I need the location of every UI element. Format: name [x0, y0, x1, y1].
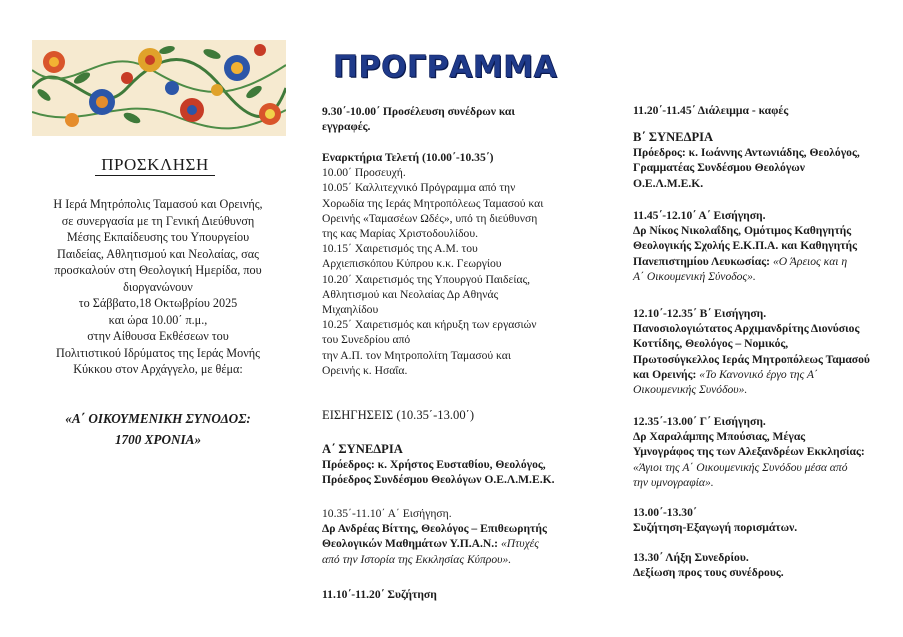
talk-b2-speaker: Κοττίδης, Θεολόγος – Νομικός,: [633, 337, 789, 351]
talk-b2-title: «Το Κανονικό έργο της Α΄: [699, 367, 818, 381]
talk-b3-speaker: Δρ Χαραλάμπης Μπούσιας, Μέγας: [633, 430, 806, 444]
session-a-chair: Πρόεδρος Συνδέσμου Θεολόγων Ο.Ε.Λ.Μ.Ε.Κ.: [322, 473, 555, 487]
invitation-line: στην Αίθουσα Εκθέσεων του: [87, 329, 229, 343]
talk-a-time: 10.35΄-11.10΄ Α΄ Εισήγηση.: [322, 507, 452, 520]
talk-b1-time: 11.45΄-12.10΄ Α΄ Εισήγηση.: [633, 209, 766, 222]
talk-b3-speaker: Υμνογράφος της των Αλεξανδρέων Εκκλησίας:: [633, 445, 865, 459]
opening-line: Αθλητισμού και Νεολαίας Δρ Αθηνάς: [322, 287, 499, 301]
session-b-block: [633, 130, 860, 191]
talk-a-block: [322, 506, 547, 567]
invitation-line: το Σάββατο,18 Οκτωβρίου 2025: [78, 296, 238, 310]
presentations-heading: [322, 408, 474, 423]
invitation-line: διοργανώνουν: [123, 279, 193, 294]
talk-b3-time: 12.35΄-13.00΄ Γ΄ Εισήγηση.: [633, 415, 766, 428]
opening-line: 10.15΄ Χαιρετισμός της Α.Μ. του: [322, 242, 478, 256]
talk-b1-speaker: Θεολογικής Σχολής Ε.Κ.Π.Α. και Καθηγητής: [633, 239, 857, 253]
opening-line: Εναρκτήρια Τελετή (10.00΄-10.35΄): [322, 151, 494, 164]
opening-line: 10.05΄ Καλλιτεχνικό Πρόγραμμα από την: [322, 181, 516, 195]
closing-line: Δεξίωση προς τους συνέδρους.: [633, 566, 784, 580]
invitation-line: και ώρα 10.00΄ π.μ.,: [108, 312, 208, 327]
opening-line: 10.20΄ Χαιρετισμός της Υπουργού Παιδείας,: [322, 272, 531, 286]
coffee-break-text: 11.20΄-11.45΄ Διάλειμμα - καφές: [633, 104, 789, 117]
opening-line: του Συνεδρίου από: [322, 333, 411, 347]
talk-b2-block: [633, 306, 870, 397]
opening-line: 10.25΄ Χαιρετισμός και κήρυξη των εργασιών: [322, 318, 537, 332]
opening-line: της κας Μαρίας Χριστοδουλίδου.: [322, 227, 478, 241]
presentations-heading-text: ΕΙΣΗΓΗΣΕΙΣ (10.35΄-13.00΄): [322, 408, 475, 422]
coffee-break: [633, 103, 788, 118]
theme-line: «Α΄ ΟΙΚΟΥΜΕΝΙΚΗ ΣΥΝΟΔΟΣ:: [65, 411, 251, 426]
session-b-chair: Ο.Ε.Λ.Μ.Ε.Κ.: [633, 176, 704, 190]
talk-b2-title: Οικουμενικής Συνόδου».: [633, 383, 748, 397]
talk-a-title: από την Ιστορία της Εκκλησίας Κύπρου».: [322, 552, 512, 566]
closing-block: [633, 550, 784, 580]
talk-b2-speaker: Πανοσιολογιώτατος Αρχιμανδρίτης Διονύσιος: [633, 322, 860, 336]
opening-line: Αρχιεπισκόπου Κύπρου κ.κ. Γεωργίου: [322, 257, 502, 271]
talk-b3-title: «Άγιοι της Α΄ Οικουμενικής Συνόδου μέσα από: [633, 460, 848, 474]
session-b-chair: Γραμματέας Συνδέσμου Θεολόγων: [633, 161, 805, 175]
opening-line: Ορεινής κ. Ησαΐα.: [322, 363, 408, 377]
talk-b1-speaker: Δρ Νίκος Νικολαΐδης, Ομότιμος Καθηγητής: [633, 224, 852, 238]
discussion-1: [322, 587, 437, 602]
discussion-2-block: [633, 505, 797, 535]
opening-line: 10.00΄ Προσευχή.: [322, 166, 406, 180]
opening-line: Ορεινής «Ταμασέων Ωδές», υπό τη διεύθυνση: [322, 211, 538, 225]
discussion-2-time: 13.00΄-13.30΄: [633, 506, 697, 519]
discussion-2-text: Συζήτηση-Εξαγωγή πορισμάτων.: [633, 521, 798, 535]
arrival-block: [322, 104, 515, 134]
session-b-chair: Πρόεδρος: κ. Ιωάννης Αντωνιάδης, Θεολόγος,: [633, 146, 860, 160]
closing-line: 13.30΄ Λήξη Συνεδρίου.: [633, 551, 749, 564]
talk-b1-title: «Ο Άρειος και η: [772, 254, 848, 268]
invitation-line: Μέσης Εκπαίδευσης του Υπουργείου: [66, 230, 250, 244]
talk-a-speaker: Δρ Ανδρέας Βίττης, Θεολόγος – Επιθεωρητής: [322, 522, 547, 536]
opening-line: την Α.Π. τον Μητροπολίτη Ταμασού και: [322, 348, 511, 362]
conference-theme: [8, 408, 308, 450]
invitation-line: σε συνεργασία με τη Γενική Διεύθυνση: [61, 213, 255, 228]
talk-b3-block: [633, 414, 865, 490]
arrival-line: 9.30΄-10.00΄ Προσέλευση συνέδρων και: [322, 105, 515, 118]
program-title: ΠΡΟΓΡΑΜΜΑ: [333, 50, 558, 85]
session-b-heading: Β΄ ΣΥΝΕΔΡΙΑ: [633, 130, 714, 144]
invitation-line: Πολιτιστικού Ιδρύματος της Ιεράς Μονής: [56, 345, 260, 360]
discussion-1-text: 11.10΄-11.20΄ Συζήτηση: [322, 588, 437, 601]
talk-b3-title: την υμνογραφία».: [633, 475, 714, 489]
invitation-line: Η Ιερά Μητρόπολις Ταμασού και Ορεινής,: [53, 197, 263, 211]
talk-a-title: «Πτυχές: [500, 537, 539, 551]
invitation-line: Κύκκου στον Αρχάγγελο, με θέμα:: [73, 362, 243, 376]
talk-b1-block: [633, 208, 857, 284]
invitation-line: Παιδείας, Αθλητισμού και Νεολαίας, σας: [57, 246, 259, 261]
session-a-heading: Α΄ ΣΥΝΕΔΡΙΑ: [322, 442, 403, 456]
talk-b2-time: 12.10΄-12.35΄ Β΄ Εισήγηση.: [633, 307, 767, 320]
opening-line: Μιχαηλίδου: [322, 303, 379, 317]
session-a-chair: Πρόεδρος: κ. Χρήστος Ευσταθίου, Θεολόγος,: [322, 458, 546, 472]
invitation-title: ΠΡΟΣΚΛΗΣΗ: [0, 155, 310, 175]
talk-b1-title: Α΄ Οικουμενική Σύνοδος».: [633, 269, 756, 283]
talk-b2-speaker: και Ορεινής:: [633, 367, 697, 381]
opening-line: Χορωδία της Ιεράς Μητροπόλεως Ταμασού και: [322, 196, 544, 210]
talk-a-speaker: Θεολογικών Μαθημάτων Υ.Π.Α.Ν.:: [322, 537, 499, 551]
talk-b2-speaker: Πρωτοσύγκελλος Ιεράς Μητροπόλεως Ταμασού: [633, 352, 870, 366]
invitation-body: [8, 196, 308, 378]
invitation-line: προσκαλούν στη Θεολογική Ημερίδα, που: [54, 263, 262, 277]
floral-banner-image: [32, 40, 286, 136]
theme-line: 1700 ΧΡΟΝΙΑ»: [114, 432, 202, 447]
arrival-line: εγγραφές.: [322, 120, 371, 134]
talk-b1-speaker: Πανεπιστημίου Λευκωσίας:: [633, 254, 771, 268]
opening-ceremony-block: [322, 150, 543, 378]
session-a-block: [322, 442, 555, 488]
